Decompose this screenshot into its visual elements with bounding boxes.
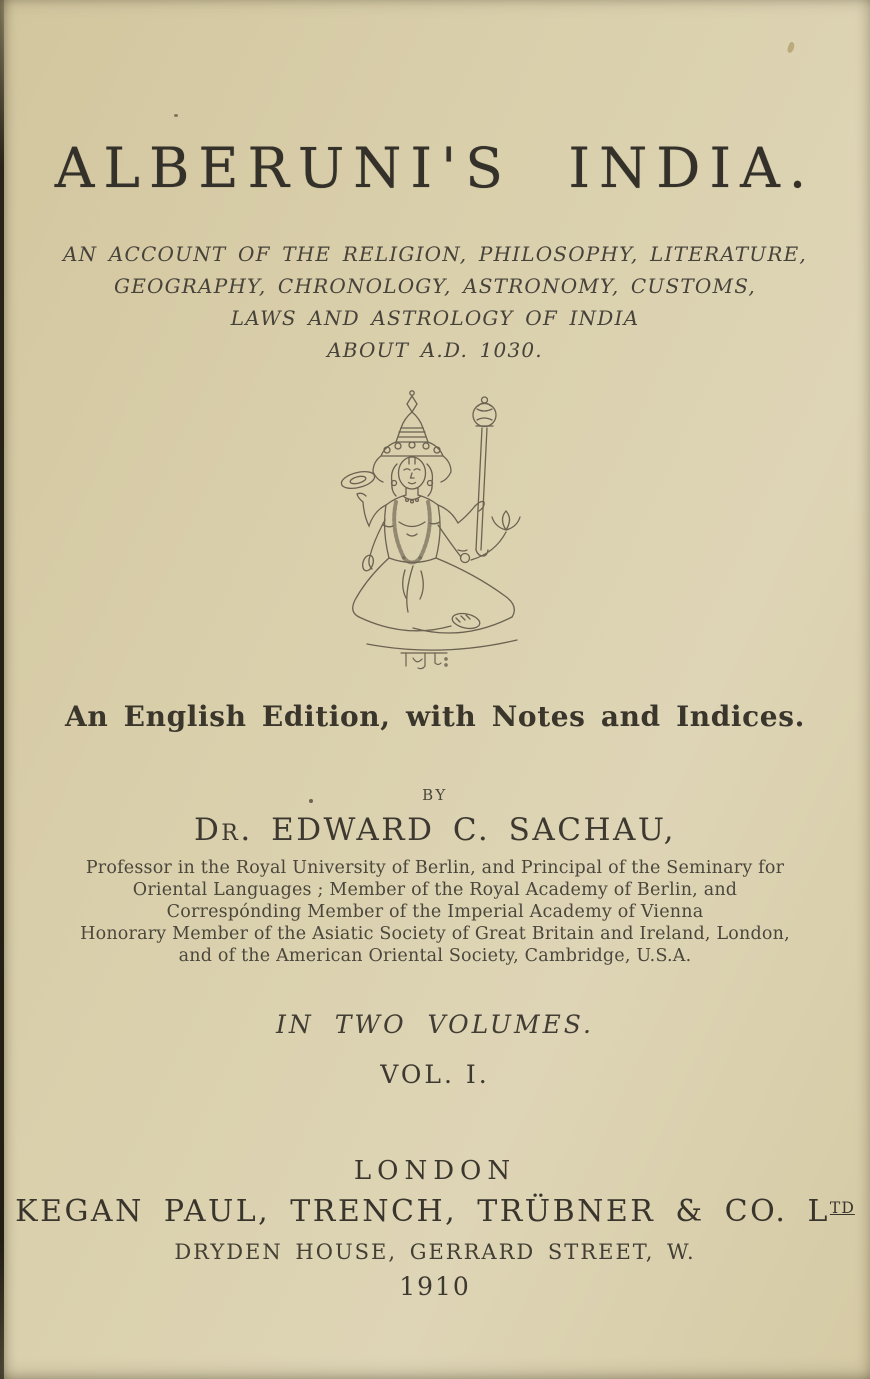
by-label: BY bbox=[422, 786, 448, 804]
affiliation-line: and of the American Oriental Society, Cambridge, U.S.A. bbox=[178, 946, 692, 966]
affiliation-line: Honorary Member of the Asiatic Society of Great Britain and Ireland, London, bbox=[80, 924, 790, 944]
imprint-publisher bbox=[0, 1194, 870, 1229]
volume-number: VOL. I. bbox=[380, 1060, 490, 1089]
book-title: ALBERUNI'S INDIA. bbox=[54, 136, 816, 200]
volumes-statement: IN TWO VOLUMES. bbox=[276, 1010, 594, 1039]
subtitle-line: ABOUT A.D. 1030. bbox=[327, 338, 543, 362]
author-prefix: Dr. bbox=[193, 812, 253, 848]
affiliation-line: Correspónding Member of the Imperial Academy of Vienna bbox=[166, 902, 704, 922]
subtitle-line: LAWS AND ASTROLOGY OF INDIA bbox=[230, 306, 640, 330]
author-line bbox=[0, 812, 870, 848]
subtitle-block bbox=[0, 238, 870, 366]
imprint-year: 1910 bbox=[399, 1272, 471, 1301]
vishnu-illustration bbox=[325, 388, 562, 680]
paper-speck bbox=[786, 41, 795, 53]
author-name: EDWARD C. SACHAU, bbox=[271, 812, 677, 848]
publisher-name: KEGAN PAUL, TRENCH, TRÜBNER & CO. L bbox=[15, 1194, 830, 1229]
publisher-ltd-superscript: TD bbox=[829, 1199, 855, 1218]
affiliation-block bbox=[0, 857, 870, 967]
imprint-city: LONDON bbox=[353, 1156, 517, 1186]
affiliation-line: Oriental Languages ; Member of the Royal Academy of Berlin, and bbox=[132, 880, 738, 900]
subtitle-line: AN ACCOUNT OF THE RELIGION, PHILOSOPHY, LITERATURE, bbox=[63, 242, 807, 266]
imprint-address: DRYDEN HOUSE, GERRARD STREET, W. bbox=[174, 1240, 696, 1264]
affiliation-line: Professor in the Royal University of Berlin, and Principal of the Seminary for bbox=[85, 858, 785, 878]
vishnu-line-drawing bbox=[325, 388, 562, 680]
edition-statement: An English Edition, with Notes and Indices. bbox=[65, 700, 805, 733]
subtitle-line: GEOGRAPHY, CHRONOLOGY, ASTRONOMY, CUSTOMS, bbox=[114, 274, 756, 298]
paper-speck bbox=[174, 114, 178, 117]
